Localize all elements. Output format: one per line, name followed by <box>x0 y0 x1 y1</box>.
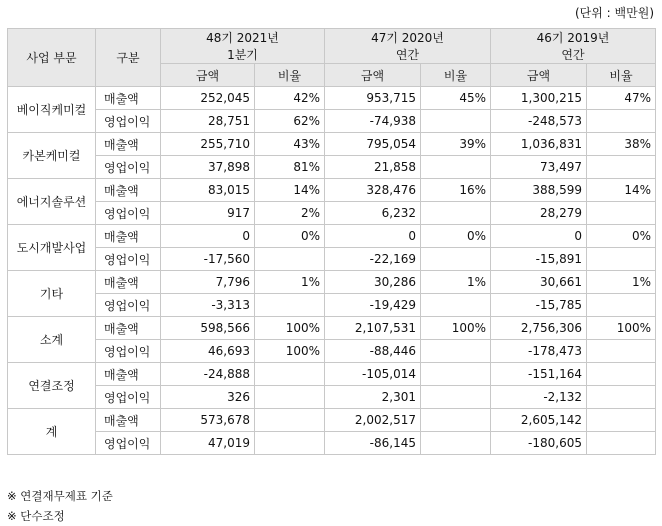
header-period-2020 <box>325 29 491 64</box>
ratio-cell: 100% <box>255 317 325 340</box>
amount-cell: 21,858 <box>325 156 421 179</box>
ratio-cell <box>421 202 491 225</box>
amount-cell: 6,232 <box>325 202 421 225</box>
row-kind: 영업이익 <box>96 340 161 363</box>
amount-cell: 0 <box>491 225 587 248</box>
row-kind: 매출액 <box>96 409 161 432</box>
amount-cell: -19,429 <box>325 294 421 317</box>
amount-cell: 0 <box>325 225 421 248</box>
amount-cell: 328,476 <box>325 179 421 202</box>
ratio-cell <box>421 386 491 409</box>
ratio-cell: 81% <box>255 156 325 179</box>
row-kind: 매출액 <box>96 363 161 386</box>
table-row <box>8 156 656 179</box>
header-period-line2: 1분기 <box>227 48 258 62</box>
table-body <box>8 87 656 455</box>
ratio-cell: 45% <box>421 87 491 110</box>
table-row <box>8 133 656 156</box>
unit-label: (단위 : 백만원) <box>575 6 654 20</box>
ratio-cell <box>587 340 656 363</box>
amount-cell: -178,473 <box>491 340 587 363</box>
header-period-line2: 연간 <box>395 48 420 62</box>
header-amount: 금액 <box>161 64 255 87</box>
row-kind: 영업이익 <box>96 294 161 317</box>
header-period-line1: 48기 2021년 <box>206 31 279 45</box>
amount-cell: 0 <box>161 225 255 248</box>
ratio-cell: 38% <box>587 133 656 156</box>
amount-cell: 917 <box>161 202 255 225</box>
header-period-2021 <box>161 29 325 64</box>
header-period-line1: 47기 2020년 <box>371 31 444 45</box>
amount-cell: 28,279 <box>491 202 587 225</box>
ratio-cell: 14% <box>255 179 325 202</box>
amount-cell: 2,107,531 <box>325 317 421 340</box>
row-kind: 매출액 <box>96 179 161 202</box>
header-ratio: 비율 <box>587 64 656 87</box>
table-row <box>8 87 656 110</box>
ratio-cell: 14% <box>587 179 656 202</box>
ratio-cell: 1% <box>255 271 325 294</box>
ratio-cell <box>587 409 656 432</box>
segment-financials-table <box>7 28 656 455</box>
table-row <box>8 110 656 133</box>
ratio-cell <box>255 294 325 317</box>
ratio-cell <box>587 432 656 455</box>
amount-cell: 2,301 <box>325 386 421 409</box>
segment-name: 에너지솔루션 <box>8 179 96 225</box>
ratio-cell <box>421 340 491 363</box>
amount-cell: -15,891 <box>491 248 587 271</box>
ratio-cell: 16% <box>421 179 491 202</box>
table-row <box>8 317 656 340</box>
header-amount: 금액 <box>325 64 421 87</box>
ratio-cell <box>421 363 491 386</box>
ratio-cell <box>421 409 491 432</box>
ratio-cell: 43% <box>255 133 325 156</box>
table-row <box>8 432 656 455</box>
row-kind: 매출액 <box>96 133 161 156</box>
amount-cell: 388,599 <box>491 179 587 202</box>
ratio-cell <box>255 409 325 432</box>
amount-cell: -3,313 <box>161 294 255 317</box>
ratio-cell <box>255 386 325 409</box>
header-ratio: 비율 <box>421 64 491 87</box>
amount-cell: -2,132 <box>491 386 587 409</box>
ratio-cell: 0% <box>255 225 325 248</box>
ratio-cell: 39% <box>421 133 491 156</box>
ratio-cell: 100% <box>587 317 656 340</box>
amount-cell: 28,751 <box>161 110 255 133</box>
table-row <box>8 225 656 248</box>
table-row <box>8 294 656 317</box>
amount-cell: -15,785 <box>491 294 587 317</box>
ratio-cell <box>421 110 491 133</box>
ratio-cell <box>587 156 656 179</box>
ratio-cell <box>421 294 491 317</box>
table-row <box>8 386 656 409</box>
amount-cell: 83,015 <box>161 179 255 202</box>
amount-cell: 7,796 <box>161 271 255 294</box>
row-kind: 매출액 <box>96 271 161 294</box>
amount-cell: 326 <box>161 386 255 409</box>
row-kind: 매출액 <box>96 87 161 110</box>
amount-cell: -17,560 <box>161 248 255 271</box>
amount-cell: -180,605 <box>491 432 587 455</box>
header-amount: 금액 <box>491 64 587 87</box>
ratio-cell: 2% <box>255 202 325 225</box>
ratio-cell: 47% <box>587 87 656 110</box>
header-kind: 구분 <box>96 29 161 87</box>
segment-name: 베이직케미컬 <box>8 87 96 133</box>
ratio-cell: 1% <box>587 271 656 294</box>
amount-cell: 255,710 <box>161 133 255 156</box>
amount-cell: 2,002,517 <box>325 409 421 432</box>
amount-cell: 953,715 <box>325 87 421 110</box>
amount-cell: 30,661 <box>491 271 587 294</box>
ratio-cell <box>421 248 491 271</box>
segment-name: 계 <box>8 409 96 455</box>
amount-cell: 2,605,142 <box>491 409 587 432</box>
row-kind: 매출액 <box>96 225 161 248</box>
amount-cell: 573,678 <box>161 409 255 432</box>
amount-cell: 2,756,306 <box>491 317 587 340</box>
table-row <box>8 248 656 271</box>
ratio-cell: 0% <box>587 225 656 248</box>
amount-cell: 252,045 <box>161 87 255 110</box>
row-kind: 영업이익 <box>96 110 161 133</box>
ratio-cell <box>421 156 491 179</box>
ratio-cell: 42% <box>255 87 325 110</box>
ratio-cell <box>255 363 325 386</box>
ratio-cell <box>587 386 656 409</box>
amount-cell: 37,898 <box>161 156 255 179</box>
amount-cell: 1,300,215 <box>491 87 587 110</box>
ratio-cell <box>587 202 656 225</box>
ratio-cell <box>255 432 325 455</box>
segment-name: 카본케미컬 <box>8 133 96 179</box>
amount-cell: 46,693 <box>161 340 255 363</box>
ratio-cell: 100% <box>255 340 325 363</box>
table-row <box>8 179 656 202</box>
footnote: ※ 연결재무제표 기준 <box>7 489 113 503</box>
amount-cell: -105,014 <box>325 363 421 386</box>
ratio-cell: 100% <box>421 317 491 340</box>
table-row <box>8 363 656 386</box>
header-period-line1: 46기 2019년 <box>536 31 610 45</box>
footnote: ※ 단수조정 <box>7 509 65 523</box>
amount-cell: -74,938 <box>325 110 421 133</box>
row-kind: 영업이익 <box>96 248 161 271</box>
amount-cell: -151,164 <box>491 363 587 386</box>
amount-cell: -24,888 <box>161 363 255 386</box>
ratio-cell <box>255 248 325 271</box>
amount-cell: 73,497 <box>491 156 587 179</box>
amount-cell: -248,573 <box>491 110 587 133</box>
footnotes <box>7 486 113 526</box>
amount-cell: -86,145 <box>325 432 421 455</box>
ratio-cell <box>421 432 491 455</box>
amount-cell: 598,566 <box>161 317 255 340</box>
row-kind: 영업이익 <box>96 432 161 455</box>
header-period-line2: 연간 <box>561 48 585 62</box>
ratio-cell <box>587 248 656 271</box>
row-kind: 매출액 <box>96 317 161 340</box>
ratio-cell: 62% <box>255 110 325 133</box>
segment-name: 기타 <box>8 271 96 317</box>
table-row <box>8 409 656 432</box>
ratio-cell <box>587 110 656 133</box>
amount-cell: 1,036,831 <box>491 133 587 156</box>
segment-name: 도시개발사업 <box>8 225 96 271</box>
table-row <box>8 202 656 225</box>
header-ratio: 비율 <box>255 64 325 87</box>
segment-name: 연결조정 <box>8 363 96 409</box>
header-segment: 사업 부문 <box>8 29 96 87</box>
segment-name: 소계 <box>8 317 96 363</box>
amount-cell: -88,446 <box>325 340 421 363</box>
ratio-cell <box>587 363 656 386</box>
table-row <box>8 340 656 363</box>
row-kind: 영업이익 <box>96 202 161 225</box>
table-row <box>8 271 656 294</box>
amount-cell: -22,169 <box>325 248 421 271</box>
header-period-2019 <box>491 29 656 64</box>
row-kind: 영업이익 <box>96 386 161 409</box>
ratio-cell <box>587 294 656 317</box>
amount-cell: 795,054 <box>325 133 421 156</box>
amount-cell: 30,286 <box>325 271 421 294</box>
row-kind: 영업이익 <box>96 156 161 179</box>
amount-cell: 47,019 <box>161 432 255 455</box>
ratio-cell: 0% <box>421 225 491 248</box>
ratio-cell: 1% <box>421 271 491 294</box>
